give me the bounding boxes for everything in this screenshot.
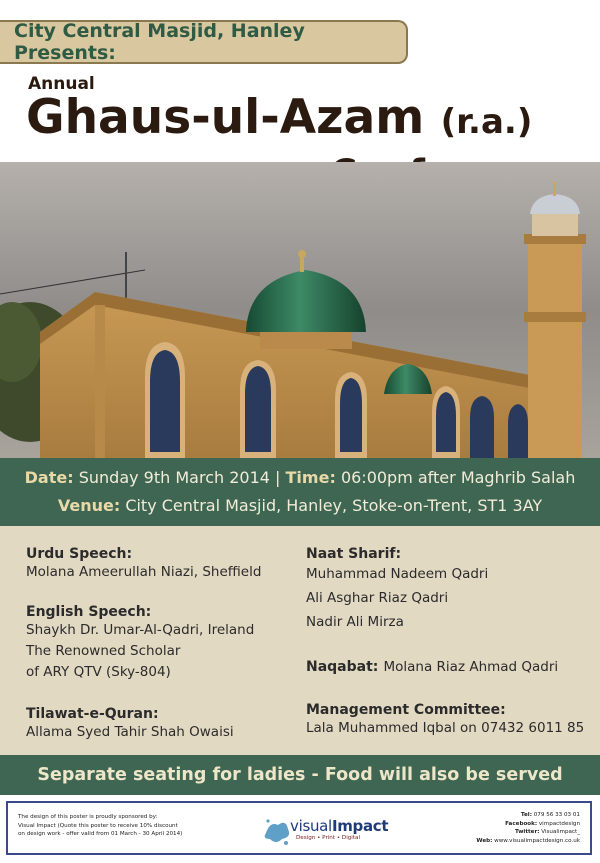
sponsor-box xyxy=(6,801,592,855)
logo-wordmark xyxy=(290,817,388,835)
management-block xyxy=(306,702,584,739)
naat-reciter-2: Ali Asghar Riaz Qadri xyxy=(306,590,449,606)
tel-label: Tel: xyxy=(520,812,532,818)
english-speaker-title: The Renowned Scholar xyxy=(26,643,181,659)
web-label: Web: xyxy=(476,837,493,844)
web-value: www.visualimpactdesign.co.uk xyxy=(494,837,580,844)
facebook-label: Facebook: xyxy=(505,820,538,827)
mosque-photo xyxy=(0,162,600,458)
annual-label: Annual xyxy=(28,74,95,94)
seating-banner: Separate seating for ladies - Food will also be served xyxy=(0,755,600,795)
naat-block xyxy=(306,546,488,634)
naat-reciter-3: Nadir Ali Mirza xyxy=(306,614,404,630)
management-contact: Lala Muhammed Iqbal on 07432 6011 85 xyxy=(306,720,585,736)
contact-details xyxy=(476,811,580,845)
time-label: Time: xyxy=(285,468,336,487)
facebook-value: vimpactdesign xyxy=(538,820,580,827)
logo-part-2: Impact xyxy=(331,817,389,835)
minaret xyxy=(524,182,586,458)
program-details xyxy=(0,526,600,755)
english-speaker: Shaykh Dr. Umar-Al-Qadri, Ireland xyxy=(26,622,255,638)
naat-heading: Naat Sharif: xyxy=(306,546,402,562)
naqabat-block xyxy=(306,656,558,678)
logo-part-1: visual xyxy=(290,817,332,835)
visual-impact-logo xyxy=(262,811,389,851)
venue-label: Venue: xyxy=(57,496,121,515)
event-info-bar xyxy=(0,458,600,526)
sponsor-text xyxy=(18,813,182,839)
title-ra: (r.a.) xyxy=(440,102,533,142)
separator: | xyxy=(275,468,281,487)
date-value: Sunday 9th March 2014 xyxy=(78,468,270,487)
tilawat-reciter: Allama Syed Tahir Shah Owaisi xyxy=(26,724,234,740)
tel-row xyxy=(476,811,580,820)
urdu-speech-heading: Urdu Speech: xyxy=(26,546,133,562)
time-value: 06:00pm after Maghrib Salah xyxy=(340,468,576,487)
english-speaker-channel: of ARY QTV (Sky-804) xyxy=(26,664,171,680)
venue-row xyxy=(0,496,600,515)
urdu-speaker: Molana Ameerullah Niazi, Sheffield xyxy=(26,564,262,580)
date-time-row xyxy=(0,468,600,487)
splash-icon xyxy=(262,813,292,849)
tilawat-block xyxy=(26,706,234,743)
english-speech-heading: English Speech: xyxy=(26,604,152,620)
presents-tab: City Central Masjid, Hanley Presents: xyxy=(0,20,408,64)
title-main: Ghaus-ul-Azam xyxy=(26,90,425,145)
tel-value: 079 56 33 03 01 xyxy=(533,812,580,818)
facebook-row xyxy=(476,820,580,829)
web-row xyxy=(476,837,580,846)
conference-title xyxy=(26,90,532,145)
naat-reciter-1: Muhammad Nadeem Qadri xyxy=(306,566,489,582)
naqabat-label: Naqabat: xyxy=(306,659,379,675)
management-heading: Management Committee: xyxy=(306,702,506,718)
urdu-speech-block xyxy=(26,546,261,583)
sponsor-line-2: Visual Impact (Quote this poster to receive 10% discount xyxy=(18,822,178,829)
date-label: Date: xyxy=(24,468,74,487)
english-speech-block xyxy=(26,604,254,683)
twitter-value: Visualimpact_ xyxy=(541,829,580,836)
twitter-row xyxy=(476,828,580,837)
tilawat-heading: Tilawat-e-Quran: xyxy=(26,706,159,722)
twitter-label: Twitter: xyxy=(515,829,540,836)
poster-header xyxy=(0,0,600,162)
sponsor-line-3: on design work - offer valid from 01 March - 30 April 2014) xyxy=(18,831,183,837)
venue-value: City Central Masjid, Hanley, Stoke-on-Trent, ST1 3AY xyxy=(125,496,543,515)
sponsor-line-1: The design of this poster is proudly sponsored by: xyxy=(18,814,158,820)
naqabat-name: Molana Riaz Ahmad Qadri xyxy=(383,659,559,675)
logo-tagline: Design • Print • Digital xyxy=(296,835,361,841)
sponsor-footer xyxy=(0,795,600,863)
